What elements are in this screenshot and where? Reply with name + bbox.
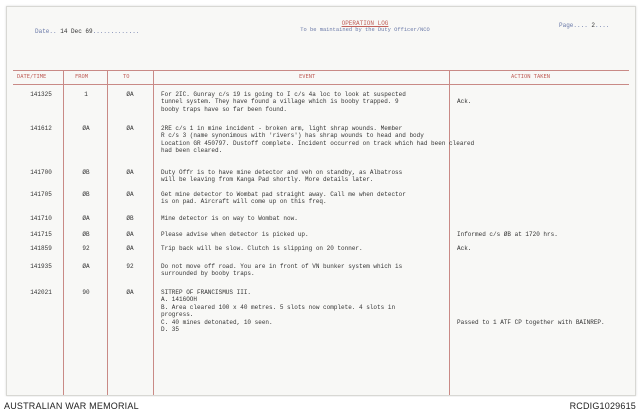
entry-event [161, 215, 298, 222]
log-sheet [6, 6, 636, 396]
page-label: Page [559, 22, 574, 29]
entry-event-line: R c/s 3 (name synonimous with 'rivers') has shrap wounds to head and body [161, 132, 424, 140]
entry-event [161, 169, 402, 184]
entry-action-line: Passed to 1 ATF CP together with BAINREP. [457, 318, 605, 326]
entry-dtg: 142021 [30, 289, 52, 296]
archive-reference: RCDIG1029615 [569, 401, 636, 411]
entry-action-line [457, 304, 605, 311]
entry-from: ØA [82, 215, 90, 222]
entry-from: ØB [82, 169, 90, 176]
column-divider [153, 70, 154, 395]
date-field: Date.. 14 Dec 69............. [35, 28, 140, 35]
entry-to: ØA [126, 191, 134, 198]
entry-to: ØB [126, 215, 134, 222]
entry-event-line: C. 40 mines detonated, 10 seen. [161, 318, 273, 326]
entry-event-line: 2RE c/s 1 in mine incident - broken arm, light shrap wounds. Member [161, 125, 403, 132]
column-divider [449, 70, 450, 395]
entry-to: ØA [126, 245, 134, 252]
log-title-block [235, 20, 495, 35]
entry-event-line: Location GR 450797. Dustoff complete. Incident occurred on track which had been cleared [161, 139, 475, 147]
entry-event [161, 191, 406, 206]
entry-action-line: Informed c/s ØB at 1720 hrs. [457, 231, 558, 238]
entry-event [161, 245, 363, 252]
page-field: Page.... 2.... [559, 22, 610, 29]
entry-event [161, 91, 406, 113]
entry-to: ØA [126, 231, 134, 238]
entry-event-line: SITREP OF FRANCISMUS III. [161, 289, 252, 296]
entry-event-line: For 2IC. Gunray c/s 19 is going to I c/s 4a loc to look at suspected [161, 91, 406, 98]
entry-to: ØA [126, 125, 134, 132]
date-value: 14 Dec 69 [60, 28, 93, 35]
col-header-from: FROM [75, 74, 88, 80]
entry-event-line: A. 1416OOH [161, 296, 198, 304]
entry-event-line: B. Area cleared 100 x 40 metres. 5 slots now complete. 4 slots in [161, 303, 396, 311]
entry-action-line: Ack. [457, 245, 472, 252]
entry-event [161, 289, 395, 333]
entry-event-line: had been cleared. [161, 147, 223, 155]
entry-event-line: booby traps have so far been found. [161, 105, 288, 113]
archive-footer [0, 397, 640, 415]
entry-action-line [457, 91, 471, 98]
entry-dtg: 141715 [30, 231, 52, 238]
entry-action-line: Ack. [457, 98, 472, 106]
entry-dtg: 141700 [30, 169, 52, 176]
entry-event-line: Do not move off road. You are in front of VN bunker system which is [161, 263, 403, 270]
entry-dtg: 141325 [30, 91, 52, 98]
entry-event-line: Duty Offr is to have mine detector and veh on standby, as Albatross [161, 169, 403, 176]
entry-to: ØA [126, 169, 134, 176]
col-header-to: TO [123, 74, 130, 80]
entry-event [161, 125, 474, 155]
entry-from: 92 [82, 245, 90, 252]
entry-from: ØB [82, 231, 90, 238]
entry-from: ØA [82, 125, 90, 132]
col-header-action: ACTION TAKEN [511, 74, 550, 80]
entry-event-line: will be leaving from Kanga Pad shortly. More details later. [161, 176, 374, 184]
entry-event-line: Please advise when detector is picked up. [161, 231, 309, 238]
entry-event-line: is on pad. Aircraft will come up on this freq. [161, 198, 327, 206]
entry-event-line: D. 35 [161, 326, 180, 334]
entry-from: ØA [82, 263, 90, 270]
entry-dtg: 141935 [30, 263, 52, 270]
entry-event-line: Mine detector is on way to Wombat now. [161, 215, 298, 222]
entry-to: ØA [126, 91, 134, 98]
entry-event-line: progress. [161, 311, 194, 319]
entry-action [457, 231, 558, 238]
entry-to: ØA [126, 289, 134, 296]
page-value: 2 [591, 22, 596, 29]
column-header-bar [13, 70, 629, 85]
entry-from: 90 [82, 289, 90, 296]
entry-to: 92 [126, 263, 134, 270]
entry-from: ØB [82, 191, 90, 198]
entry-action [457, 289, 605, 326]
entry-action-line [457, 311, 605, 318]
entry-dtg: 141710 [30, 215, 52, 222]
entry-action [457, 245, 471, 252]
log-title: OPERATION LOG [341, 20, 389, 27]
archive-name: AUSTRALIAN WAR MEMORIAL [4, 401, 139, 411]
entry-event-line: surrounded by booby traps. [161, 270, 255, 278]
column-divider [107, 70, 108, 395]
entry-event-line: tunnel system. They have found a village which is booby trapped. 9 [161, 98, 399, 106]
date-label: Date [35, 28, 50, 35]
entry-event-line: Trip back will be slow. Clutch is slipping on 20 tonner. [161, 245, 363, 252]
entry-from: 1 [84, 91, 88, 98]
entry-dtg: 141612 [30, 125, 52, 132]
entry-event [161, 263, 402, 278]
entry-dtg: 141705 [30, 191, 52, 198]
col-header-event: EVENT [299, 74, 316, 80]
entry-action-line [457, 296, 605, 303]
log-subtitle: To be maintained by the Duty Officer/NCO [300, 27, 430, 34]
col-header-dtg: DATE/TIME [17, 74, 47, 80]
entry-event [161, 231, 309, 238]
entry-event-line: Get mine detector to Wombat pad straight away. Call me when detector [161, 191, 406, 198]
entry-dtg: 141859 [30, 245, 52, 252]
entry-action-line [457, 289, 605, 296]
entry-action [457, 91, 471, 106]
